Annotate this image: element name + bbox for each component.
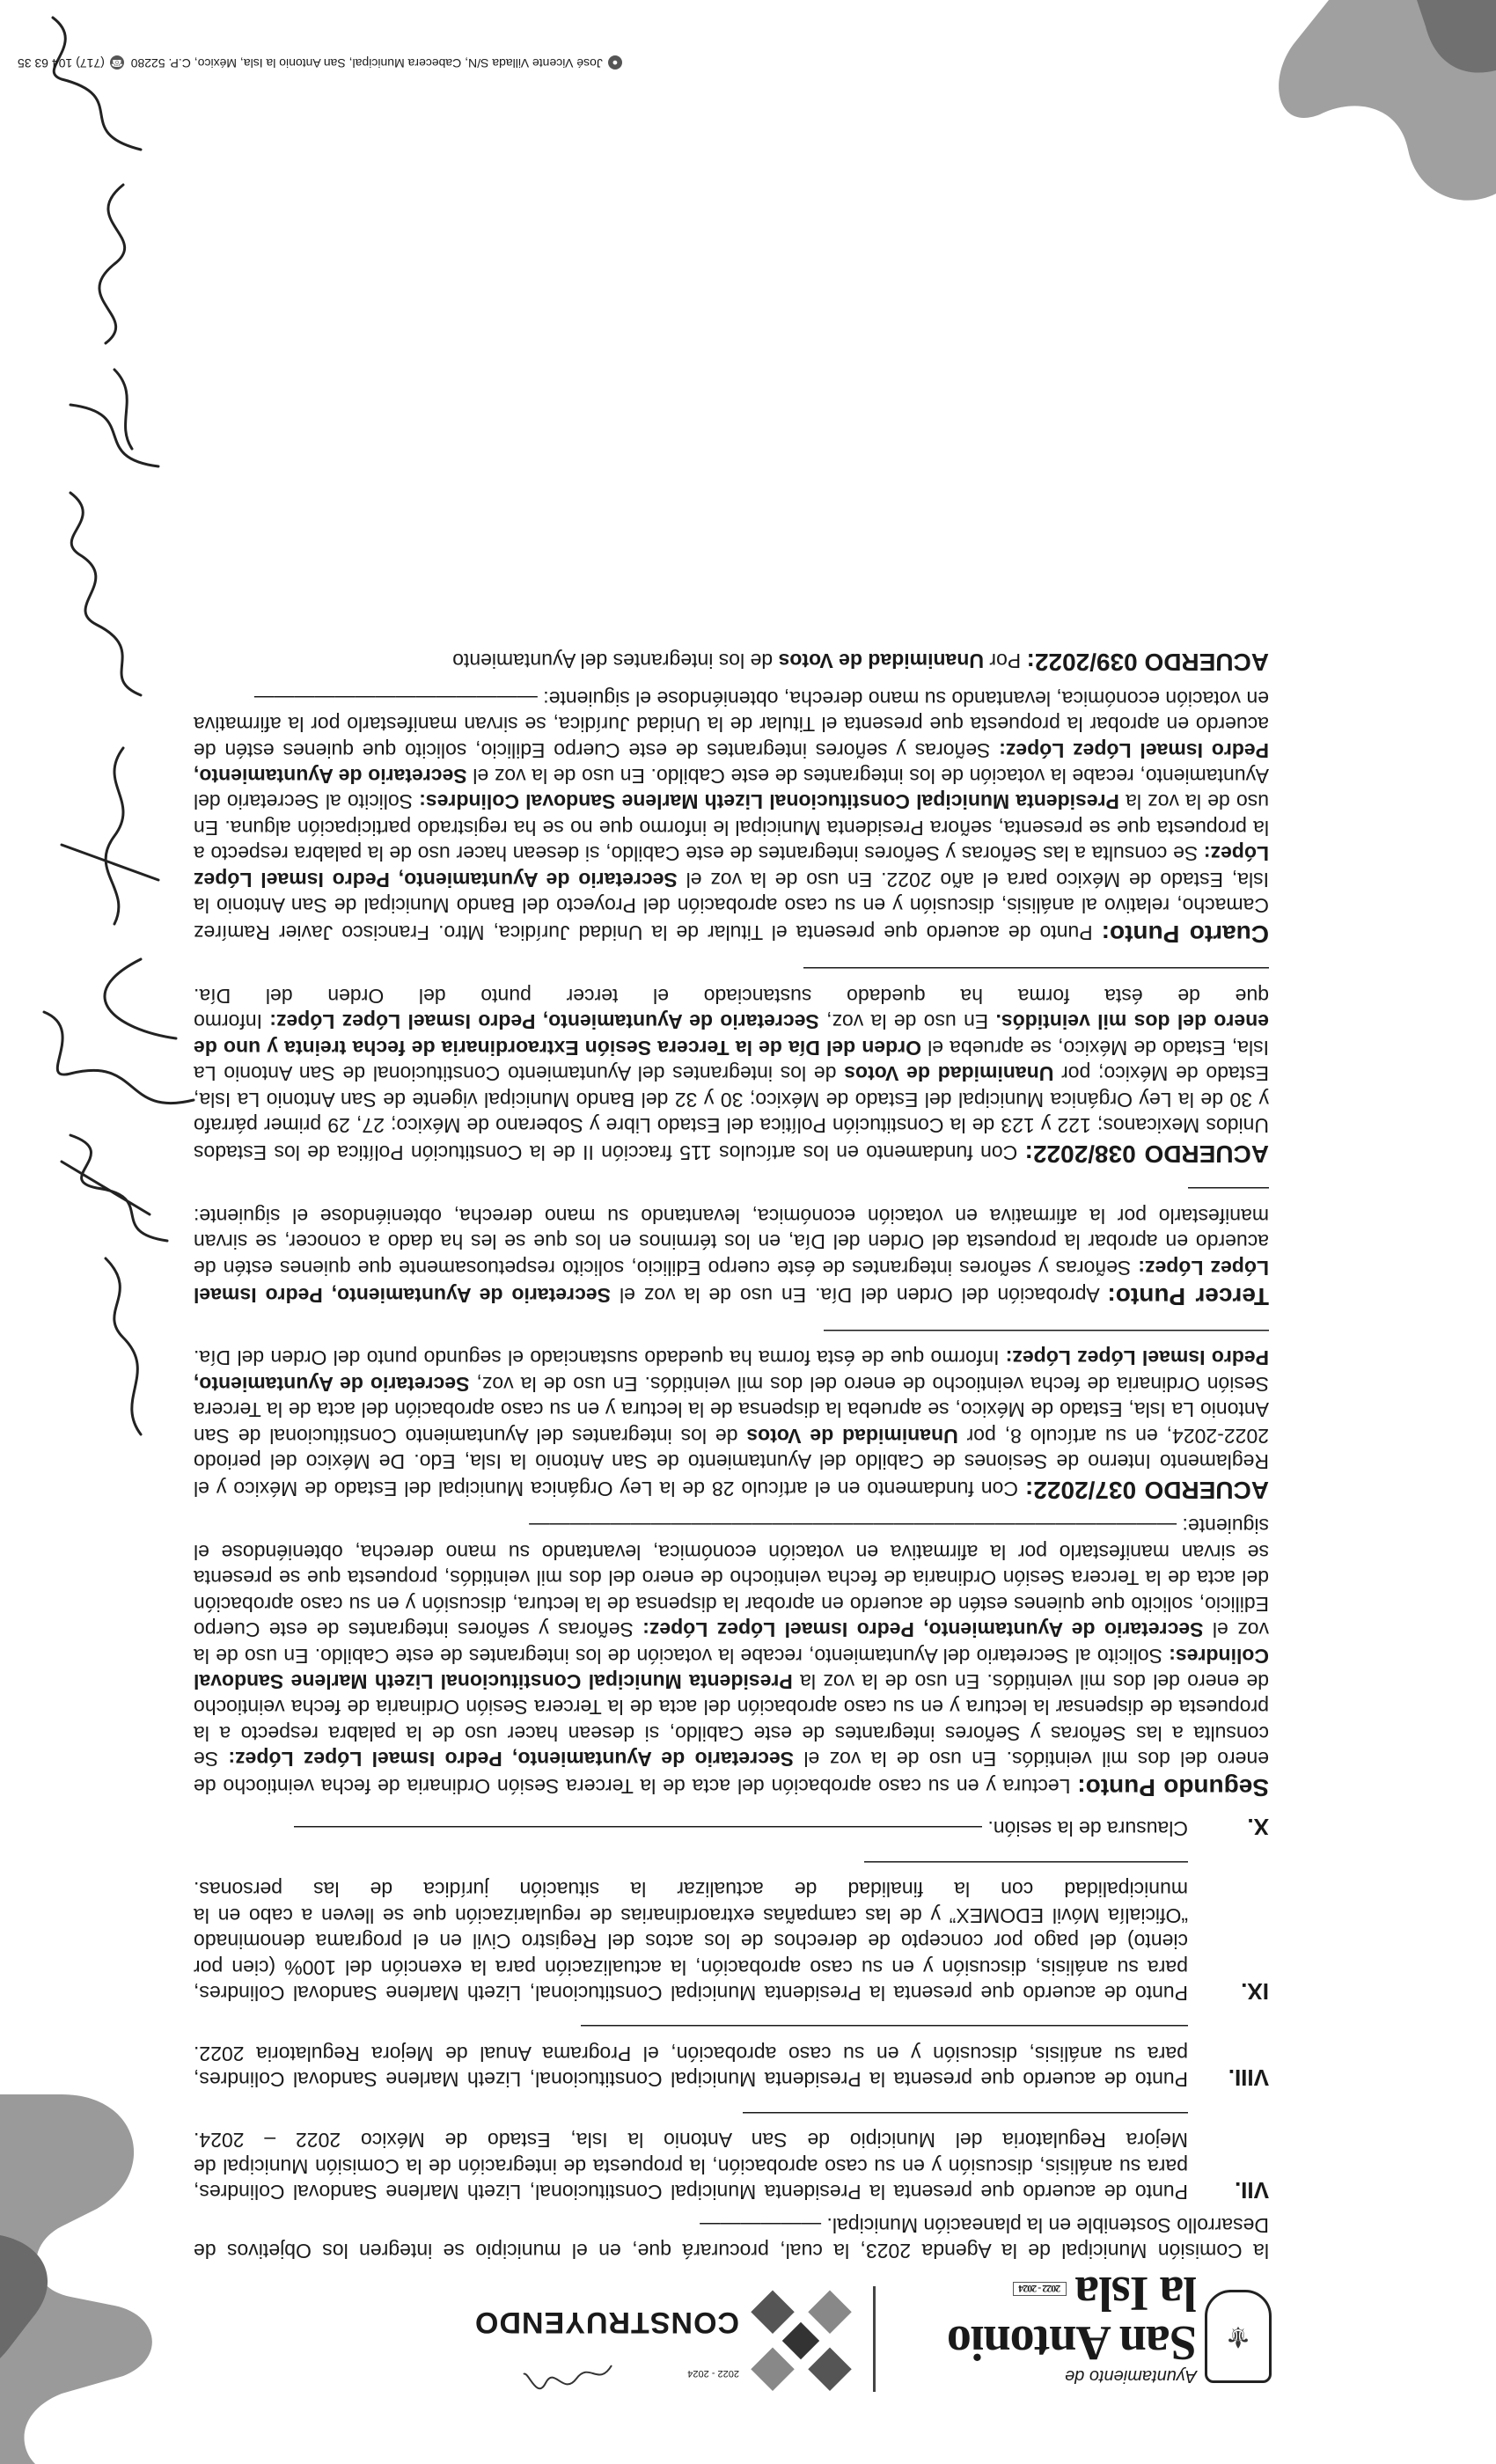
agenda-item-number: VIII.: [1228, 2064, 1269, 2092]
agenda-item-ix: [194, 1850, 1269, 2006]
signature-7: [99, 185, 125, 343]
minutes-body: [194, 639, 1269, 2263]
corner-decoration-bottom: [1267, 0, 1496, 246]
letterhead: [18, 2266, 1461, 2436]
municipality-name-line1: San Antonio: [947, 2315, 1197, 2370]
agenda-item-text: Punto de acuerdo que presenta la Presidenta Municipal Constitucional, Lizeth Marlene Sandoval Colindres, para su análisis, discusión y en su caso aprobación, el Programa Anual de Mejora Regulatoria 2022. ——————————————————————————————: [194, 2016, 1188, 2092]
agenda-item-text: Punto de acuerdo que presenta la Presidenta Municipal Constitucional, Lizeth Marlene Sandoval Colindres, para su análisis, discusión y en su caso aprobación, la actualización para la exención del 100% (cien por ciento) del pago por concepto de derechos de los actos del Registro Civil en el programa denominado “Oficialía Móvil EDOMEX” y de las campañas extraordinarias de regularización que se lleven a cabo en la municipalidad con la finalidad de actualizar la situación jurídica de las personas. ————————————————: [194, 1852, 1188, 2006]
header-divider: [873, 2286, 876, 2392]
section-heading: ACUERDO 038/2022:: [1024, 1140, 1269, 1168]
signature-1: [106, 1258, 141, 1434]
acuerdo-039-paragraph: ACUERDO 039/2022: Por Unanimidad de Votos de los integrantes del Ayuntamiento: [452, 649, 1269, 677]
term-years: 2022 - 2024: [1013, 2282, 1067, 2296]
agenda-item-number: X.: [1247, 1814, 1269, 1841]
acuerdo-038-paragraph: ACUERDO 038/2022: Con fundamento en los artículos 115 fracción II de la Constitución Política de los Estados Unidos Mexicanos; 122 y 123 de la Constitución Política del Estado Libre y Soberano de México; 27, 29 primer párrafo y 30 de la Ley Orgánica Municipal del Estado de México; 30 y 32 del Bando Municipal vigente de San Antonio La Isla, Estado de México; por Unanimidad de Votos de los integrantes del Ayuntamiento Constitucional de San Antonio La Isla, Estado de México, se aprueba el Orden del Día de la Tercera Sesión Extraordinaria de fecha treinta y uno de enero del dos mil veintidós. En uso de la voz, Secretario de Ayuntamiento, Pedro Ismael López López: Informo que de ésta forma ha quedado sustanciado el tercer punto del Orden del Día. ———————————————————————: [194, 958, 1269, 1168]
acuerdo-037-paragraph: ACUERDO 037/2022: Con fundamento en el artículo 28 de la Ley Orgánica Municipal del Estado de México y el Reglamento Interno de Sesiones de Cabildo del Ayuntamiento de San Antonio la Isla, Edo. De México del periodo 2022-2024, en su artículo 8, por Unanimidad de Votos de los integrantes del Ayuntamiento Constitucional de San Antonio La Isla, Estado de México, se aprueba la dispensa de la lectura y en su caso aprobación del acta de la Tercera Sesión Ordinaria de fecha veintiocho de enero del dos mil veintidós. En uso de la voz, Secretario de Ayuntamiento, Pedro Ismael López López: Informo que de ésta forma ha quedado sustanciado el segundo punto del Orden del Día. ——————————————————————: [193, 1320, 1269, 1504]
ayuntamiento-label: Ayuntamiento de: [1065, 2366, 1197, 2386]
section-heading: Cuarto Punto:: [1101, 920, 1269, 949]
signature-6: [70, 370, 158, 466]
municipal-seal-icon: ⚜: [1205, 2290, 1272, 2383]
footer-phone: (717) 104 63 35: [18, 56, 105, 70]
construyendo-logo-icon: [748, 2288, 854, 2394]
agenda-item-number: VII.: [1234, 2177, 1269, 2204]
letterhead-footer: [18, 55, 1461, 70]
section-heading: Segundo Punto:: [1077, 1774, 1269, 1802]
footer-address: José Vicente Villada S/N, Cabecera Municipal, San Antonio la Isla, México, C.P. 52280: [130, 56, 603, 70]
section-heading: Tercer Punto:: [1107, 1282, 1269, 1310]
tercer-punto-paragraph: Tercer Punto: Aprobación del Orden del Día. En uso de la voz el Secretario de Ayuntamiento, Pedro Ismael López López: Señoras y señores integrantes de éste cuerpo Edilicio, solicito respetuosamente que quienes estén de acuerdo en aprobar la propuesta del Orden del Día, en los términos en los que se les ha dado a conocer, se sirvan manifestarlo por la afirmativa en votación económica, levantando su mano derecha, obteniéndose el siguiente: ————: [193, 1178, 1269, 1310]
signature-4: [62, 748, 158, 924]
segundo-punto-paragraph: Segundo Punto: Lectura y en su caso aprobación del acta de la Tercera Sesión Ordinaria de fecha veintiocho de enero del dos mil veintidós. En uso de la voz el Secretario de Ayuntamiento, Pedro Ismael López López: Se consulta a las Señoras y Señores integrantes de este Cabildo, si desean hacer uso de la palabra respecto a la propuesta de dispensar la lectura y en su caso aprobación del acta de la Tercera Sesión Ordinaria de fecha veintiocho de enero del dos mil veintidós. En uso de la voz la Presidenta Municipal Constitucional Lizeth Marlene Sandoval Colindres: Solicito al Secretario del Ayuntamiento, recabe la votación de los integrantes de este Cabildo. En uso de la voz el Secretario de Ayuntamiento, Pedro Ismael López López: Señoras y señores integrantes de este Cuerpo Edilicio, solicito que quienes estén de acuerdo en aprobar la dispensa de la lectura, discusión y en su caso aprobación del acta de la Tercera Sesión Ordinaria de fecha veintiocho de enero del dos mil veintidós, propuesta que se presenta se sirvan manifestarlo por la afirmativa en votación económica, levantando su mano derecha, obteniéndose el siguiente: ————————————————————————————————: [194, 1514, 1269, 1802]
location-pin-icon: ●: [608, 55, 622, 70]
cuarto-punto-paragraph: Cuarto Punto: Punto de acuerdo que presenta el Titular de la Unidad Jurídica, Mtro. Francisco Javier Ramírez Camacho, relativo al análisis, discusión y en su caso aprobación del Proyecto del Bando Municipal de San Antonio la Isla, Estado de México para el año 2022. En uso de la voz el Secretario de Ayuntamiento, Pedro Ismael López López: Se consulta a las Señoras y Señores integrantes de este Cabildo, si desean hacer uso de la palabra respecto a la propuesta que se presenta, señora Presidenta Municipal le informo que no se ha registrado participación alguna. En uso de la voz la Presidenta Municipal Constitucional Lizeth Marlene Sandoval Colindres: Solicito al Secretario del Ayuntamiento, recabe la votación de los integrantes de este Cabildo. En uso de la voz el Secretario de Ayuntamiento, Pedro Ismael López López: Señoras y señores integrantes de este Cuerpo Edilicio, solicito que quienes estén de acuerdo en aprobar la propuesta que presenta el Titular de la Unidad Jurídica, se sirvan manifestarlo por la afirmativa en votación económica, levantando su mano derecha, obteniéndose el siguiente: ——————————————: [193, 686, 1269, 949]
signature-5: [70, 493, 141, 695]
section-heading: ACUERDO 037/2022:: [1024, 1476, 1269, 1504]
section-heading: ACUERDO 039/2022:: [1026, 649, 1269, 677]
agenda-item-viii: [194, 2014, 1269, 2092]
agenda-item-vii: [194, 2101, 1269, 2204]
signature-3: [44, 959, 194, 1104]
signature-column: [0, 0, 246, 1452]
agenda-item-x: [194, 1812, 1269, 1841]
signature-8: [53, 18, 141, 150]
intro-paragraph: la Comisión Municipal de la Agenda 2023, la cual, procurará que, en el municipio se integren los Objetivos de Desarrollo Sostenible en la planeación Municipal. ——————: [194, 2213, 1269, 2262]
phone-icon: ☎: [111, 56, 123, 68]
brand-slogan-title: CONSTRUYENDO: [473, 2306, 739, 2339]
agenda-item-text: Clausura de la sesión. ——————————————————————————————————: [294, 1817, 1188, 1841]
signature-2: [62, 1135, 167, 1241]
agenda-item-number: IX.: [1241, 1978, 1269, 2006]
agenda-item-text: Punto de acuerdo que presenta la Presidenta Municipal Constitucional, Lizeth Marlene Sandoval Colindres, para su análisis, discusión y en su caso aprobación, la propuesta de integración de la Comisión Municipal de Mejora Regulatoria del Municipio de San Antonio la Isla, Estado de México 2022 – 2024. ——————————————————————: [194, 2102, 1188, 2204]
municipality-brand: [947, 2266, 1197, 2386]
header-signature-scribble: [519, 2357, 616, 2392]
municipality-name-line2: la Isla2022 - 2024: [948, 2269, 1197, 2318]
brand-slogan-years: 2022 - 2024: [687, 2368, 739, 2379]
